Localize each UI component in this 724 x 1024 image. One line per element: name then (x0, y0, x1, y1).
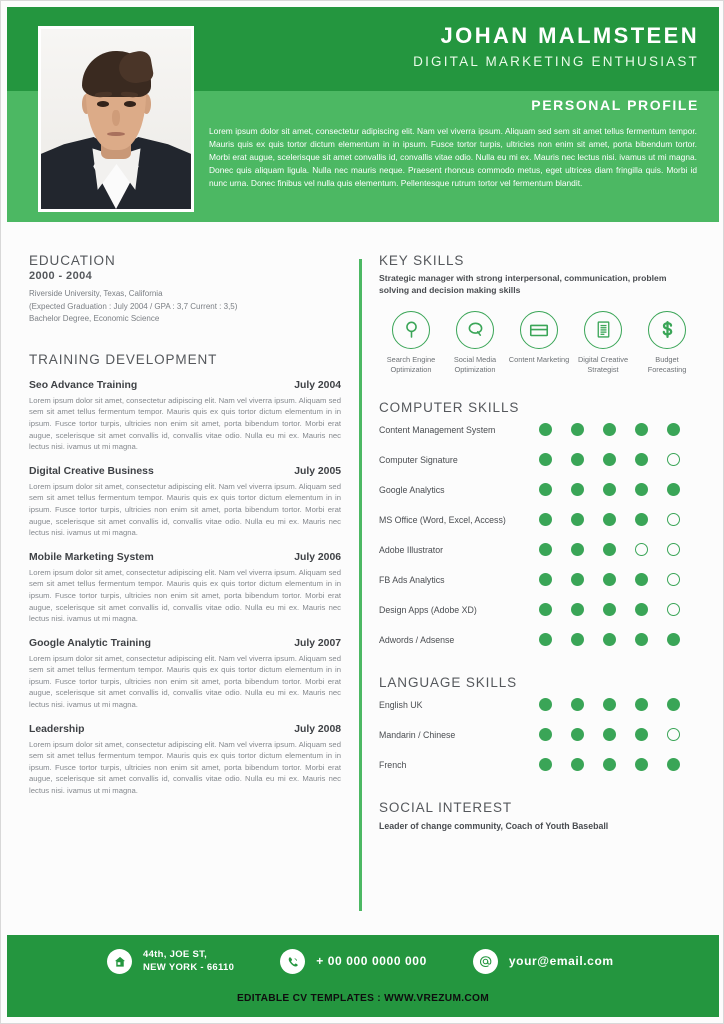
rating-dot-filled (667, 758, 680, 771)
rating-dots (539, 543, 699, 556)
social-interest-heading: SOCIAL INTEREST (379, 799, 513, 815)
rating-dot-filled (571, 573, 584, 586)
rating-dot-filled (539, 513, 552, 526)
training-date: July 2007 (294, 637, 341, 649)
skill-row (379, 720, 699, 750)
rating-dot-filled (539, 573, 552, 586)
rating-dot-filled (635, 728, 648, 741)
rating-dot-filled (571, 483, 584, 496)
rating-dots (539, 423, 699, 436)
rating-dot-empty (667, 453, 680, 466)
language-skills-heading: LANGUAGE SKILLS (379, 674, 518, 690)
rating-dot-filled (571, 633, 584, 646)
computer-skills-list (379, 415, 699, 655)
language-skills-list (379, 690, 699, 780)
skill-row (379, 690, 699, 720)
rating-dot-filled (603, 758, 616, 771)
phone-text: + 00 000 0000 000 (316, 954, 427, 969)
key-skill-label: Search Engine Optimization (386, 354, 436, 375)
rating-dot-filled (603, 423, 616, 436)
address-text (143, 949, 234, 974)
at-sign-icon (473, 949, 498, 974)
education-years: 2000 - 2004 (29, 270, 93, 282)
rating-dot-filled (539, 698, 552, 711)
training-title: Seo Advance Training (29, 379, 138, 391)
skill-label: Design Apps (Adobe XD) (379, 604, 477, 615)
rating-dot-filled (635, 698, 648, 711)
rating-dot-empty (667, 728, 680, 741)
rating-dot-filled (571, 758, 584, 771)
avatar (38, 26, 194, 212)
rating-dot-filled (603, 698, 616, 711)
skill-label: Computer Signature (379, 454, 458, 465)
education-line: Bachelor Degree, Economic Science (29, 314, 160, 324)
key-skill-item (635, 311, 699, 376)
rating-dots (539, 603, 699, 616)
skill-row (379, 415, 699, 445)
rating-dots (539, 453, 699, 466)
rating-dot-filled (635, 573, 648, 586)
key-skill-label: Content Marketing (508, 354, 570, 364)
contact-address[interactable] (107, 949, 234, 974)
skill-label: French (379, 759, 407, 770)
rating-dot-filled (667, 423, 680, 436)
rating-dots (539, 633, 699, 646)
rating-dot-filled (571, 513, 584, 526)
key-skill-item (379, 311, 443, 376)
rating-dot-filled (635, 483, 648, 496)
home-icon (107, 949, 132, 974)
education-section (29, 253, 341, 326)
training-item (29, 724, 341, 797)
rating-dot-filled (603, 633, 616, 646)
skill-label: MS Office (Word, Excel, Access) (379, 514, 506, 525)
left-column (29, 253, 341, 797)
training-body: Lorem ipsum dolor sit amet, consectetur adipiscing elit. Nam vel viverra ipsum. Aliquam sed sem sit amet tellus fermentum tempor. Mauris quis ex quis tortor dictum elementum in in ipsum. Fusce tortor turpis, ultricies non enim sit amet, porta bibendum tortor. Morbi erat augue, scelerisque sit amet convallis id, convallis vitae odio. Nulla eu mi ex. Mauris nec lectus nisi. ivamus ut mi magna. (29, 481, 341, 538)
rating-dot-filled (571, 698, 584, 711)
page-title: JOHAN MALMSTEEN (440, 23, 699, 48)
phone-icon (280, 949, 305, 974)
contact-email[interactable] (473, 949, 614, 974)
education-details (29, 288, 341, 326)
rating-dot-empty (635, 543, 648, 556)
training-body: Lorem ipsum dolor sit amet, consectetur adipiscing elit. Nam vel viverra ipsum. Aliquam sed sem sit amet tellus fermentum tempor. Mauris quis ex quis tortor dictum elementum in in ipsum. Fusce tortor turpis, ultricies non enim sit amet, porta bibendum tortor. Morbi erat augue, scelerisque sit amet convallis id, convallis vitae odio. Nulla eu mi ex. Mauris nec lectus nisi. ivamus ut mi magna. (29, 567, 341, 624)
personal-profile-text: Lorem ipsum dolor sit amet, consectetur adipiscing elit. Nam vel viverra ipsum. Aliquam sed sem sit amet tellus fermentum tempor. Mauris quis ex quis tortor dictum elementum in in ipsum. Fusce tortor turpis, ultricies non enim sit amet, porta bibendum tortor. Morbi erat augue, scelerisque sit amet convallis id, convallis vitae odio. Nulla eu mi ex. Mauris nec lectus nisi. ivamus ut mi magna. Donec quis aliquam ligula. Nulla nec mauris neque. Praesent rhoncus commodo metus, eget ultrices diam fringilla quis. Morbi id nunc urna. Donec finibus vel nulla quis elementum. Pellentesque rutrum tortor vel fermentum blandit. (209, 126, 697, 189)
key-skills-subtitle: Strategic manager with strong interpersonal, communication, problem solving and decision making skills (379, 273, 667, 296)
footer-note: EDITABLE CV TEMPLATES : WWW.VREZUM.COM (236, 993, 490, 1004)
rating-dot-filled (603, 543, 616, 556)
training-heading: TRAINING DEVELOPMENT (29, 351, 218, 367)
rating-dot-filled (635, 423, 648, 436)
skill-row (379, 445, 699, 475)
rating-dot-filled (539, 728, 552, 741)
right-column (379, 253, 699, 831)
rating-dot-filled (667, 483, 680, 496)
rating-dot-filled (603, 513, 616, 526)
speech-bubble-icon (456, 311, 494, 349)
skill-row (379, 535, 699, 565)
training-body: Lorem ipsum dolor sit amet, consectetur adipiscing elit. Nam vel viverra ipsum. Aliquam sed sem sit amet tellus fermentum tempor. Mauris quis ex quis tortor dictum elementum in in ipsum. Fusce tortor turpis, ultricies non enim sit amet, porta bibendum tortor. Morbi erat augue, scelerisque sit amet convallis id, convallis vitae odio. Nulla eu mi ex. Mauris nec lectus nisi. ivamus ut mi magna. (29, 395, 341, 452)
skill-label: Mandarin / Chinese (379, 729, 456, 740)
column-divider (359, 259, 362, 911)
skill-row (379, 565, 699, 595)
training-date: July 2005 (294, 465, 341, 477)
browser-window-icon (520, 311, 558, 349)
key-skill-item (571, 311, 635, 376)
rating-dot-filled (667, 633, 680, 646)
rating-dot-filled (603, 728, 616, 741)
rating-dots (539, 728, 699, 741)
skill-label: English UK (379, 699, 423, 710)
key-skill-label: Digital Creative Strategist (577, 354, 629, 375)
training-date: July 2006 (294, 551, 341, 563)
training-body: Lorem ipsum dolor sit amet, consectetur adipiscing elit. Nam vel viverra ipsum. Aliquam sed sem sit amet tellus fermentum tempor. Mauris quis ex quis tortor dictum elementum in in ipsum. Fusce tortor turpis, ultricies non enim sit amet, porta bibendum tortor. Morbi erat augue, scelerisque sit amet convallis id, convallis vitae odio. Nulla eu mi ex. Mauris nec lectus nisi. ivamus ut mi magna. (29, 653, 341, 710)
dollar-sign-icon (648, 311, 686, 349)
magnifier-icon (392, 311, 430, 349)
key-skill-item (443, 311, 507, 376)
rating-dots (539, 513, 699, 526)
skill-label: Content Management System (379, 424, 496, 435)
rating-dot-empty (667, 603, 680, 616)
name-block (413, 23, 699, 69)
training-title: Google Analytic Training (29, 637, 152, 649)
skill-row (379, 595, 699, 625)
rating-dot-filled (635, 633, 648, 646)
rating-dot-filled (539, 543, 552, 556)
social-interest-text: Leader of change community, Coach of Youth Baseball (379, 820, 609, 831)
education-line: (Expected Graduation : July 2004 / GPA : 3,7 Current : 3,5) (29, 301, 238, 311)
rating-dot-empty (667, 513, 680, 526)
key-skills-icon-row (379, 311, 699, 376)
computer-skills-heading: COMPUTER SKILLS (379, 399, 520, 415)
email-text: your@email.com (508, 954, 614, 969)
skill-row (379, 750, 699, 780)
footer-bar (7, 935, 719, 1017)
education-line: Riverside University, Texas, California (29, 289, 163, 298)
rating-dots (539, 758, 699, 771)
rating-dot-filled (539, 423, 552, 436)
rating-dot-filled (667, 698, 680, 711)
training-item (29, 380, 341, 453)
skill-row (379, 625, 699, 655)
rating-dots (539, 698, 699, 711)
skill-row (379, 505, 699, 535)
rating-dot-filled (571, 423, 584, 436)
rating-dots (539, 573, 699, 586)
rating-dot-filled (603, 453, 616, 466)
rating-dot-filled (539, 483, 552, 496)
personal-profile-heading: PERSONAL PROFILE (531, 97, 699, 113)
training-title: Mobile Marketing System (29, 551, 154, 563)
skill-label: Adobe Illustrator (379, 544, 444, 555)
rating-dot-filled (539, 633, 552, 646)
rating-dot-filled (571, 453, 584, 466)
training-date: July 2004 (294, 379, 341, 391)
training-item (29, 638, 341, 711)
rating-dot-filled (603, 573, 616, 586)
skill-label: FB Ads Analytics (379, 574, 445, 585)
key-skill-item (507, 311, 571, 376)
rating-dot-empty (667, 573, 680, 586)
training-item (29, 552, 341, 625)
education-heading: EDUCATION (29, 253, 116, 268)
contact-phone[interactable] (280, 949, 427, 974)
rating-dot-filled (571, 543, 584, 556)
rating-dot-filled (571, 603, 584, 616)
rating-dot-empty (667, 543, 680, 556)
rating-dot-filled (635, 453, 648, 466)
job-role: DIGITAL MARKETING ENTHUSIAST (413, 54, 699, 69)
training-date: July 2008 (294, 723, 341, 735)
training-title: Digital Creative Business (29, 465, 154, 477)
training-body: Lorem ipsum dolor sit amet, consectetur adipiscing elit. Nam vel viverra ipsum. Aliquam sed sem sit amet tellus fermentum tempor. Mauris quis ex quis tortor dictum elementum in in ipsum. Fusce tortor turpis, ultricies non enim sit amet, porta bibendum tortor. Morbi erat augue, scelerisque sit amet convallis id, convallis vitae odio. Nulla eu mi ex. Mauris nec lectus nisi. ivamus ut mi magna. (29, 739, 341, 796)
rating-dot-filled (635, 758, 648, 771)
rating-dot-filled (539, 453, 552, 466)
document-lines-icon (584, 311, 622, 349)
rating-dot-filled (603, 603, 616, 616)
key-skill-label: Social Media Optimization (453, 354, 497, 375)
rating-dot-filled (571, 728, 584, 741)
skill-label: Google Analytics (379, 484, 445, 495)
address-line-1: 44th, JOE ST, (143, 949, 208, 960)
address-line-2: NEW YORK - 66110 (143, 961, 235, 973)
rating-dot-filled (539, 758, 552, 771)
key-skills-heading: KEY SKILLS (379, 253, 465, 268)
contact-bar (7, 949, 719, 974)
rating-dot-filled (539, 603, 552, 616)
skill-label: Adwords / Adsense (379, 634, 455, 645)
rating-dot-filled (635, 513, 648, 526)
training-item (29, 466, 341, 539)
rating-dot-filled (603, 483, 616, 496)
profile-photo (41, 29, 191, 209)
rating-dots (539, 483, 699, 496)
training-title: Leadership (29, 723, 85, 735)
skill-row (379, 475, 699, 505)
rating-dot-filled (635, 603, 648, 616)
key-skill-label: Budget Forecasting (647, 354, 687, 375)
